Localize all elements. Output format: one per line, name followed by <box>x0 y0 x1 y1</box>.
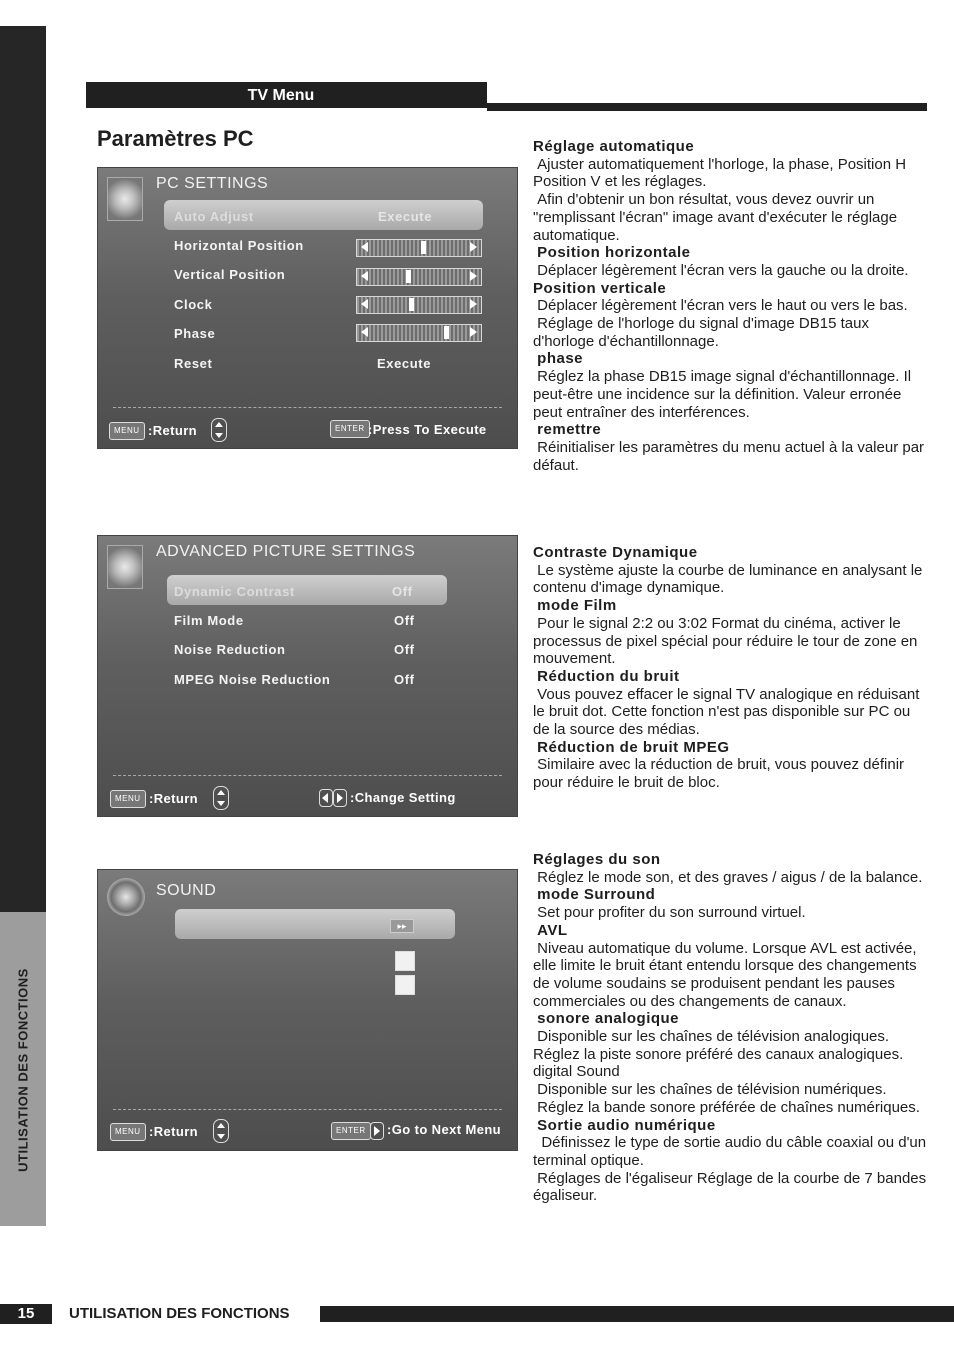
return-hint: :Return <box>149 791 199 806</box>
menu-item-vertical-position[interactable]: Vertical Position <box>174 267 286 282</box>
heading: phase <box>537 350 584 368</box>
advanced-picture-screen <box>97 535 518 817</box>
divider <box>113 775 502 776</box>
heading: Réglages du son <box>533 851 661 868</box>
arrow-right-icon <box>470 327 477 337</box>
picture-menu-icon <box>107 545 143 589</box>
divider <box>113 407 502 408</box>
arrow-left-icon <box>319 789 333 807</box>
paragraph: Le système ajuste la courbe de luminance en analysant le contenu d'image dynamique. <box>533 561 923 597</box>
heading: Position verticale <box>533 279 667 297</box>
paragraph: Niveau automatique du volume. Lorsque AVL est activée, elle limite le bruit étant entendu lorsque des changements de volume soudains se produisent pendant les pauses commerciales ou des changements de canaux. <box>533 939 917 1010</box>
arrow-right-icon <box>333 789 347 807</box>
menu-item-film-mode[interactable]: Film Mode <box>174 613 244 628</box>
heading: Sortie audio numérique <box>537 1116 716 1134</box>
execute-hint: :Press To Execute <box>368 422 487 437</box>
next-menu-hint: :Go to Next Menu <box>387 1122 502 1137</box>
reset-value: Execute <box>377 356 432 371</box>
menu-item-clock[interactable]: Clock <box>174 297 213 312</box>
checkbox-1[interactable] <box>395 951 415 971</box>
slider-thumb[interactable] <box>421 241 426 254</box>
sound-title: SOUND <box>156 882 217 899</box>
slider-thumb[interactable] <box>409 298 414 311</box>
pc-settings-title: PC SETTINGS <box>156 175 269 192</box>
menu-item-phase[interactable]: Phase <box>174 326 216 341</box>
arrow-right-icon <box>470 271 477 281</box>
heading: AVL <box>537 921 568 939</box>
paragraph: Ajuster automatiquement l'horloge, la phase, Position H Position V et les réglages. <box>533 155 907 191</box>
sidebar-section-label: UTILISATION DES FONCTIONS <box>15 968 31 1172</box>
paragraph: Pour le signal 2:2 ou 3:02 Format du cinéma, activer le processus de pixel spécial pour réduire le tour de zone en mouvement. <box>533 614 918 668</box>
slider-thumb[interactable] <box>406 270 411 283</box>
heading: Réduction du bruit <box>537 667 680 685</box>
pc-settings-screen <box>97 167 518 449</box>
enter-key-icon: ENTER <box>331 1122 371 1140</box>
heading: Contraste Dynamique <box>533 544 698 561</box>
paragraph: Afin d'obtenir un bon résultat, vous devez ouvrir un "remplissant l'écran" image avant d'exécuter le réglage automatique. <box>533 191 898 244</box>
paragraph: Disponible sur les chaînes de télévision numériques. <box>537 1081 887 1099</box>
footer-section-title: UTILISATION DES FONCTIONS <box>69 1305 290 1322</box>
paragraph: Définissez le type de sortie audio du câble coaxial ou d'un terminal optique. <box>533 1134 927 1169</box>
page-number: 15 <box>0 1304 52 1324</box>
phase-slider[interactable] <box>356 324 482 342</box>
sidebar-dark-band <box>0 26 46 912</box>
arrow-left-icon <box>361 327 368 337</box>
horizontal-position-slider[interactable] <box>356 239 482 257</box>
footer-rule <box>320 1306 954 1322</box>
paragraph: Similaire avec la réduction de bruit, vous pouvez définir pour réduire le bruit de bloc. <box>533 756 905 792</box>
menu-key-icon: MENU <box>109 422 145 440</box>
arrow-right-icon <box>470 242 477 252</box>
heading: sonore analogique <box>537 1010 680 1028</box>
noise-reduction-value: Off <box>394 642 415 657</box>
mpeg-noise-reduction-value: Off <box>394 672 415 687</box>
advanced-picture-description <box>533 544 928 792</box>
arrow-left-icon <box>361 242 368 252</box>
paragraph: Réglez la bande sonore préférée de chaînes numériques. <box>537 1098 920 1116</box>
heading: remettre <box>537 421 602 439</box>
picture-menu-icon <box>107 177 143 221</box>
paragraph: Déplacer légèrement l'écran vers la gauche ou la droite. <box>537 261 909 279</box>
change-setting-hint: :Change Setting <box>350 790 456 805</box>
arrow-right-icon <box>370 1122 384 1140</box>
menu-item-horizontal-position[interactable]: Horizontal Position <box>174 238 304 253</box>
menu-item-mpeg-noise-reduction[interactable]: MPEG Noise Reduction <box>174 672 331 687</box>
menu-item-dynamic-contrast[interactable]: Dynamic Contrast <box>174 584 295 599</box>
arrow-left-icon <box>361 299 368 309</box>
fast-forward-icon: ▸▸ <box>390 919 414 933</box>
paragraph: Réglez la phase DB15 image signal d'échantillonnage. Il peut-être une incidence sur la définition. Valeur erronée peut entraîner des interférences. <box>533 368 912 421</box>
paragraph: Set pour profiter du son surround virtuel. <box>537 904 806 922</box>
tv-menu-title: TV Menu <box>247 87 315 104</box>
auto-adjust-value: Execute <box>378 209 433 224</box>
return-hint: :Return <box>149 1124 199 1139</box>
heading: mode Film <box>537 597 617 615</box>
heading: mode Surround <box>537 886 656 904</box>
paragraph: Réglage de l'horloge du signal d'image DB15 taux d'horloge d'échantillonnage. <box>533 315 869 350</box>
menu-key-icon: MENU <box>110 790 146 808</box>
advanced-picture-title: ADVANCED PICTURE SETTINGS <box>156 543 416 560</box>
film-mode-value: Off <box>394 613 415 628</box>
speaker-icon <box>107 878 145 916</box>
heading: Position horizontale <box>537 244 691 262</box>
sound-description <box>533 851 928 1205</box>
paragraph: Déplacer légèrement l'écran vers le haut ou vers le bas. <box>537 297 908 315</box>
heading: Réglage automatique <box>533 138 695 155</box>
clock-slider[interactable] <box>356 296 482 314</box>
dynamic-contrast-value: Off <box>392 584 413 599</box>
menu-item-auto-adjust[interactable]: Auto Adjust <box>174 209 254 224</box>
sound-screen <box>97 869 518 1151</box>
up-down-icon <box>213 786 229 810</box>
page-title: Paramètres PC <box>97 126 254 151</box>
paragraph: Réglages de l'égaliseur Réglage de la courbe de 7 bandes égaliseur. <box>533 1169 927 1205</box>
arrow-left-icon <box>361 271 368 281</box>
paragraph: Réinitialiser les paramètres du menu actuel à la valeur par défaut. <box>533 438 925 474</box>
menu-item-noise-reduction[interactable]: Noise Reduction <box>174 642 286 657</box>
pc-settings-description <box>533 138 928 474</box>
paragraph: Réglez le mode son, et des graves / aigus / de la balance. <box>537 868 923 886</box>
header-rule <box>487 103 927 111</box>
menu-key-icon: MENU <box>110 1123 146 1141</box>
paragraph: Disponible sur les chaînes de télévision analogiques. Réglez la piste sonore préféré des canaux analogiques. digital Sound <box>533 1028 904 1081</box>
menu-item-reset[interactable]: Reset <box>174 356 213 371</box>
enter-key-icon: ENTER <box>330 420 370 438</box>
up-down-icon <box>213 1119 229 1143</box>
slider-thumb[interactable] <box>444 326 449 339</box>
paragraph: Vous pouvez effacer le signal TV analogique en réduisant le bruit dot. Cette fonction n'est pas disponible sur PC ou de la source des médias. <box>533 685 920 739</box>
vertical-position-slider[interactable] <box>356 268 482 286</box>
arrow-right-icon <box>470 299 477 309</box>
up-down-icon <box>211 418 227 442</box>
return-hint: :Return <box>148 423 198 438</box>
divider <box>113 1109 502 1110</box>
checkbox-2[interactable] <box>395 975 415 995</box>
heading: Réduction de bruit MPEG <box>537 738 730 756</box>
